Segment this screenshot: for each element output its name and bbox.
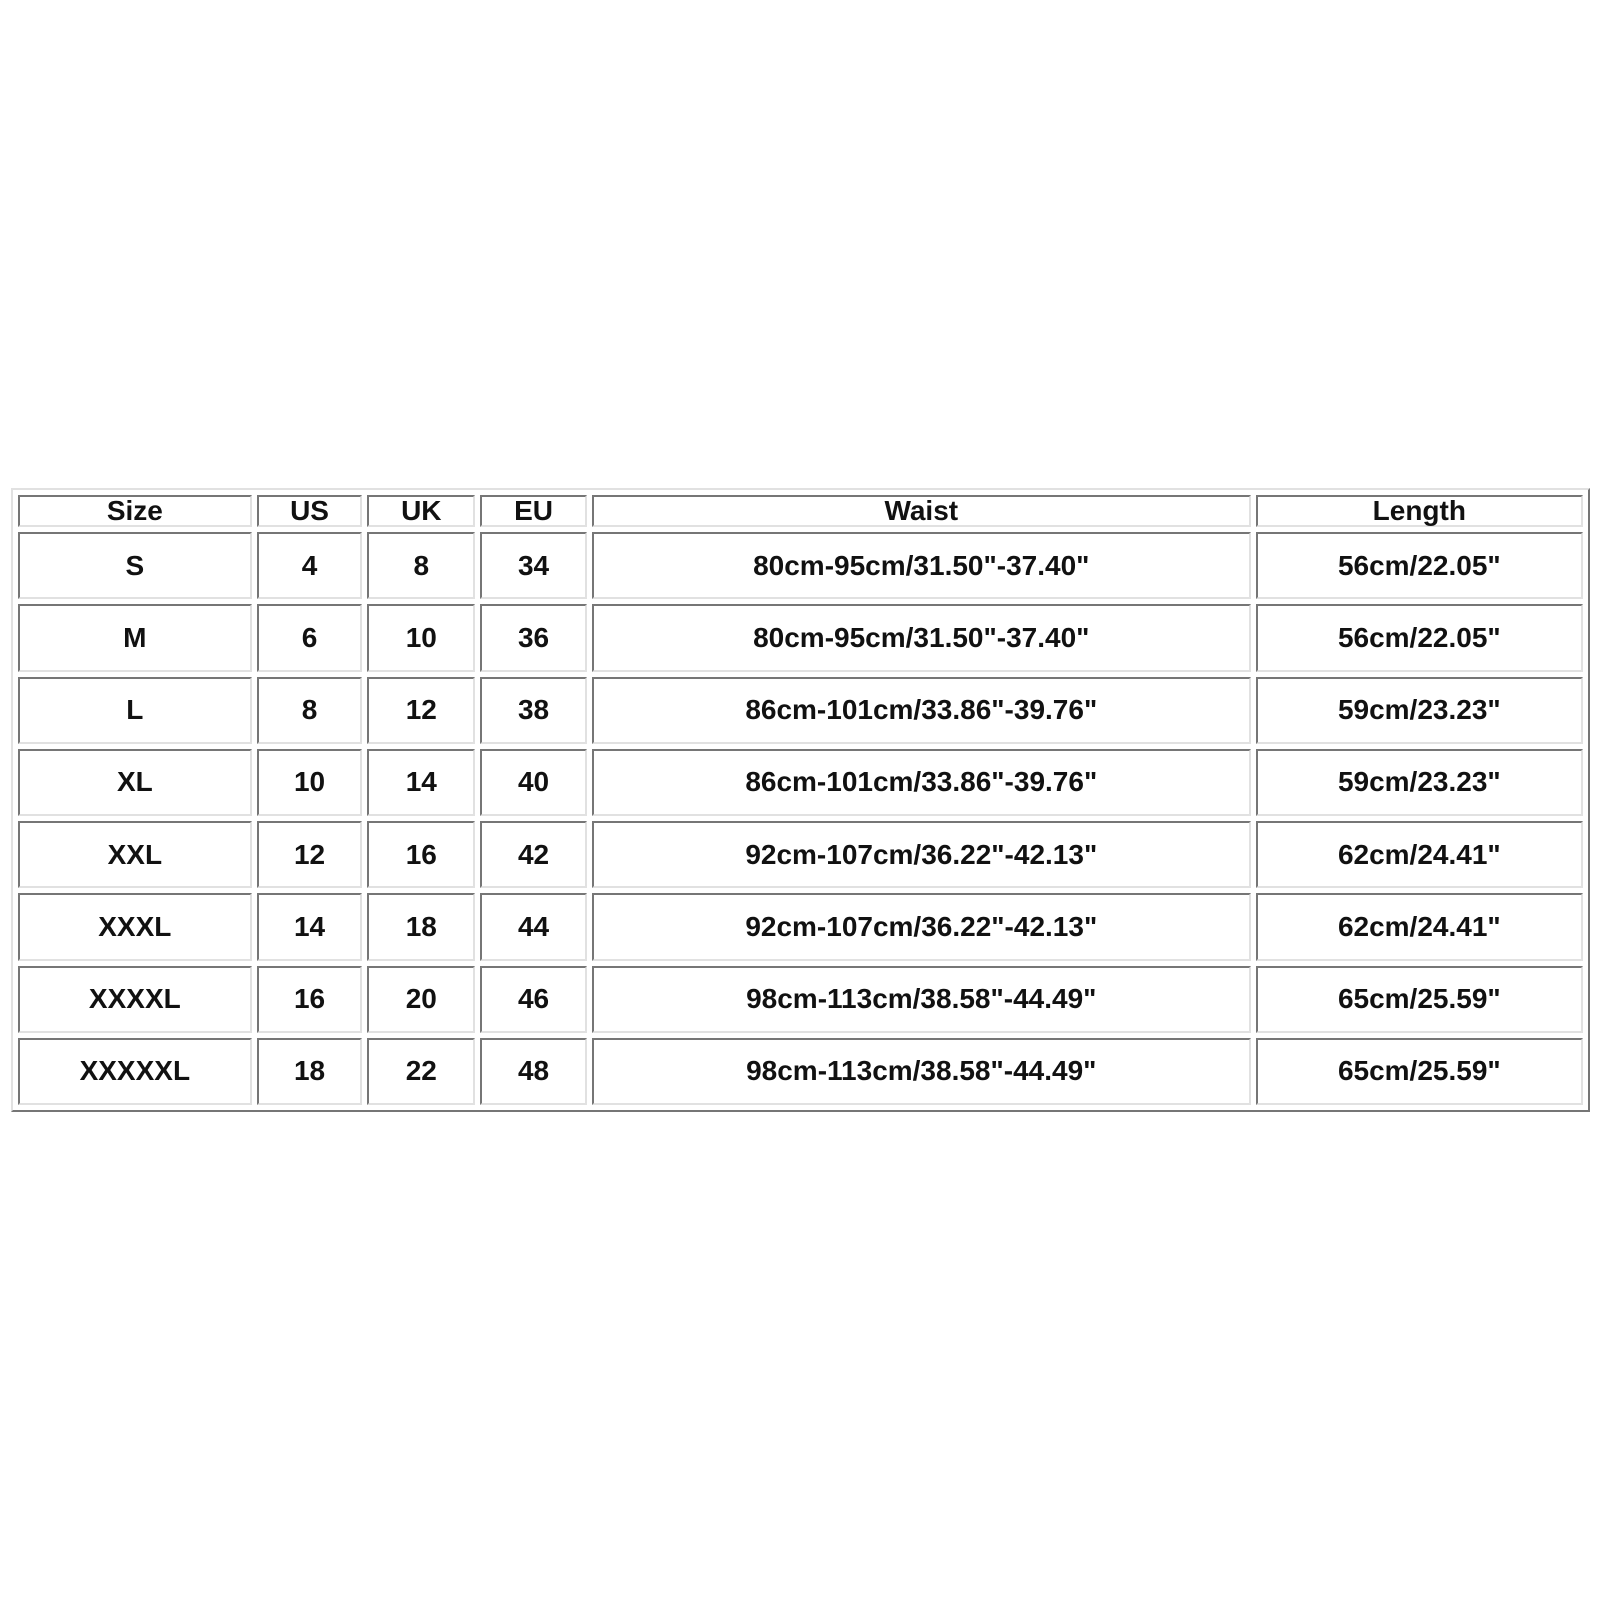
table-row [18,604,1583,671]
cell-size: XXXXL [18,966,252,1033]
table-row [18,532,1583,599]
size-chart-body [18,532,1583,1105]
cell-size: XXXL [18,893,252,960]
cell-uk: 14 [367,749,475,816]
table-row [18,677,1583,744]
cell-us: 16 [257,966,363,1033]
cell-waist: 92cm-107cm/36.22"-42.13" [592,893,1251,960]
cell-waist: 80cm-95cm/31.50"-37.40" [592,532,1251,599]
size-chart-table [11,488,1590,1112]
cell-us: 8 [257,677,363,744]
cell-eu: 40 [480,749,587,816]
cell-size: XXXXXL [18,1038,252,1105]
cell-eu: 34 [480,532,587,599]
cell-length: 65cm/25.59" [1256,966,1583,1033]
cell-size: XXL [18,821,252,888]
cell-size: S [18,532,252,599]
header-row [18,495,1583,527]
size-chart-header [18,495,1583,527]
table-row [18,821,1583,888]
cell-uk: 18 [367,893,475,960]
cell-us: 12 [257,821,363,888]
cell-uk: 20 [367,966,475,1033]
cell-waist: 98cm-113cm/38.58"-44.49" [592,1038,1251,1105]
table-row [18,1038,1583,1105]
cell-us: 4 [257,532,363,599]
cell-waist: 86cm-101cm/33.86"-39.76" [592,677,1251,744]
cell-waist: 98cm-113cm/38.58"-44.49" [592,966,1251,1033]
cell-us: 6 [257,604,363,671]
cell-uk: 10 [367,604,475,671]
header-waist: Waist [592,495,1251,527]
cell-length: 62cm/24.41" [1256,821,1583,888]
header-us: US [257,495,363,527]
header-length: Length [1256,495,1583,527]
cell-length: 65cm/25.59" [1256,1038,1583,1105]
cell-size: XL [18,749,252,816]
cell-waist: 92cm-107cm/36.22"-42.13" [592,821,1251,888]
cell-length: 56cm/22.05" [1256,604,1583,671]
table-row [18,966,1583,1033]
cell-eu: 46 [480,966,587,1033]
cell-length: 62cm/24.41" [1256,893,1583,960]
table-row [18,749,1583,816]
cell-waist: 86cm-101cm/33.86"-39.76" [592,749,1251,816]
cell-uk: 12 [367,677,475,744]
cell-size: L [18,677,252,744]
cell-eu: 36 [480,604,587,671]
cell-length: 56cm/22.05" [1256,532,1583,599]
table-row [18,893,1583,960]
header-uk: UK [367,495,475,527]
cell-uk: 8 [367,532,475,599]
cell-eu: 42 [480,821,587,888]
cell-us: 10 [257,749,363,816]
cell-us: 14 [257,893,363,960]
cell-length: 59cm/23.23" [1256,677,1583,744]
cell-length: 59cm/23.23" [1256,749,1583,816]
cell-waist: 80cm-95cm/31.50"-37.40" [592,604,1251,671]
cell-eu: 38 [480,677,587,744]
cell-size: M [18,604,252,671]
header-eu: EU [480,495,587,527]
cell-uk: 16 [367,821,475,888]
cell-eu: 44 [480,893,587,960]
cell-us: 18 [257,1038,363,1105]
cell-uk: 22 [367,1038,475,1105]
header-size: Size [18,495,252,527]
cell-eu: 48 [480,1038,587,1105]
